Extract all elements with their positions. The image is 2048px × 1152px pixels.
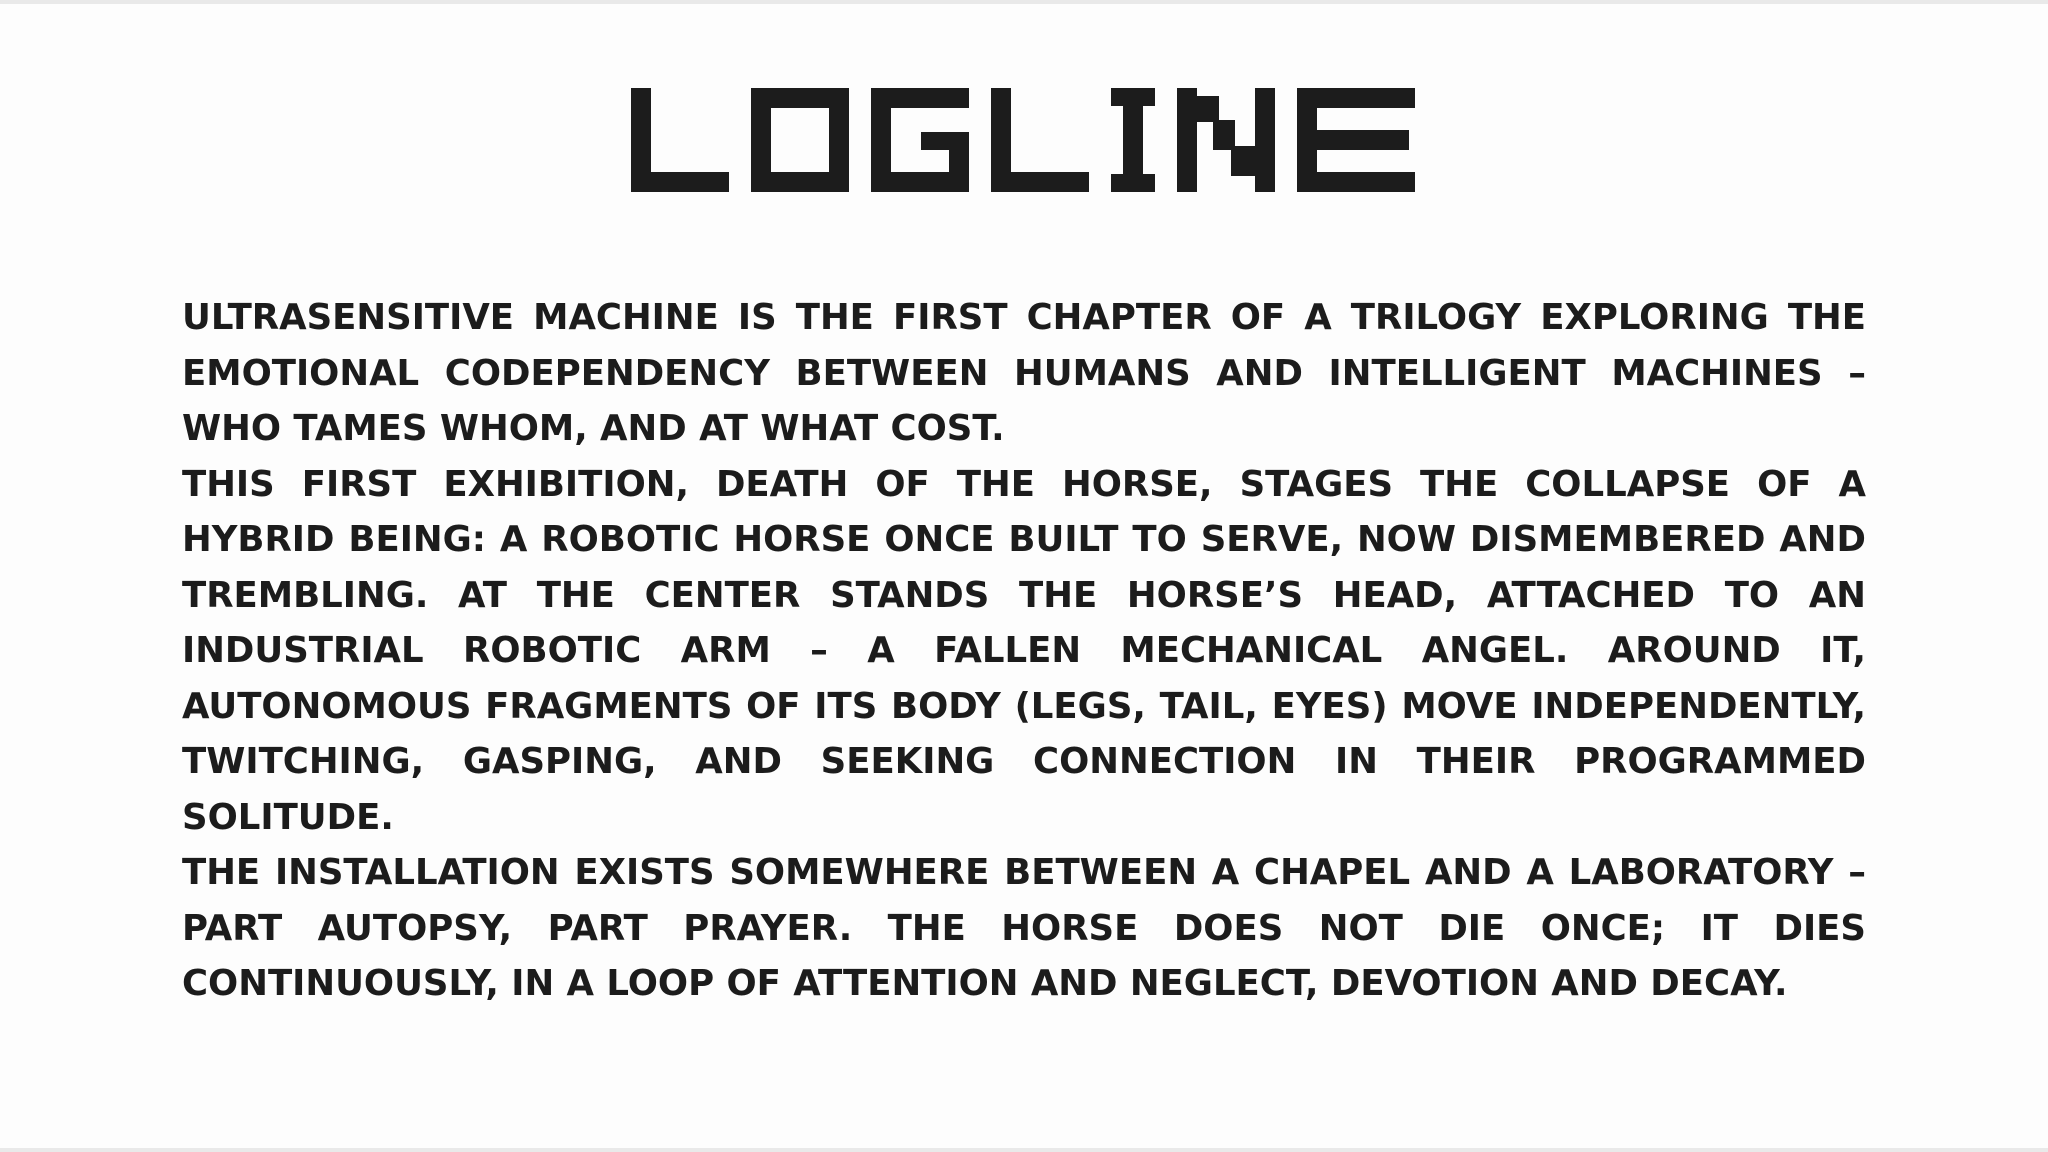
logline-body [182,290,1866,1012]
page-title [0,88,2048,192]
paragraph-exhibition: THIS FIRST EXHIBITION, DEATH OF THE HORSE, STAGES THE COLLAPSE OF A HYBRID BEING: A ROBOTIC HORSE ONCE BUILT TO SERVE, NOW DISMEMBERED AND TREMBLING. AT THE CENTER STANDS THE HORSE’S HEAD, ATTACHED TO AN INDUSTRIAL ROBOTIC ARM – A FALLEN MECHANICAL ANGEL. AROUND IT, AUTONOMOUS FRAGMENTS OF ITS BODY (LEGS, TAIL, EYES) MOVE INDEPENDENTLY, TWITCHING, GASPING, AND SEEKING CONNECTION IN THEIR PROGRAMMED SOLITUDE. [182,463,1866,838]
pixel-title-graphic [631,88,1417,192]
slide [0,4,2048,1148]
paragraph-intro: ULTRASENSITIVE MACHINE IS THE FIRST CHAPTER OF A TRILOGY EXPLORING THE EMOTIONAL CODEPENDENCY BETWEEN HUMANS AND INTELLIGENT MACHINES – WHO TAMES WHOM, AND AT WHAT COST. [182,297,1866,449]
paragraph-installation: THE INSTALLATION EXISTS SOMEWHERE BETWEEN A CHAPEL AND A LABORATORY – PART AUTOPSY, PART PRAYER. THE HORSE DOES NOT DIE ONCE; IT DIES CONTINUOUSLY, IN A LOOP OF ATTENTION AND NEGLECT, DEVOTION AND DECAY. [182,852,1866,1004]
